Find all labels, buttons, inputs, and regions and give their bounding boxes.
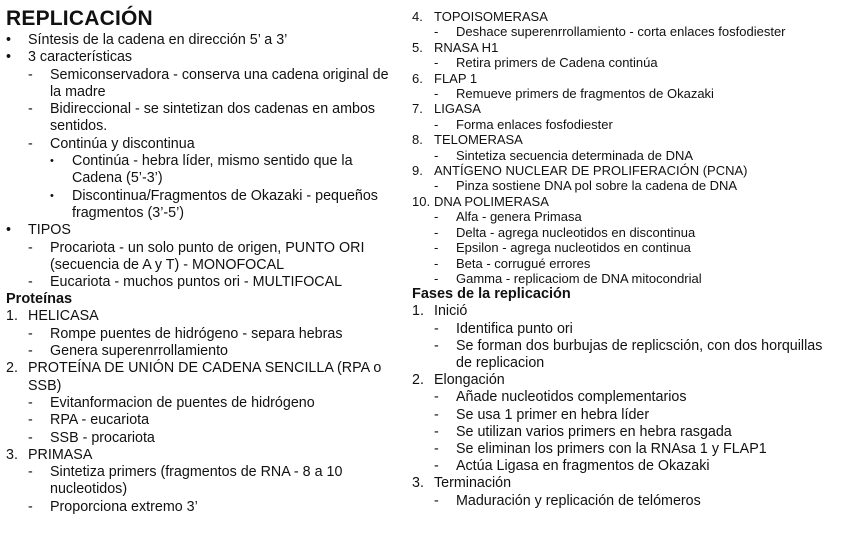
list-marker: 2. bbox=[6, 360, 18, 377]
list-marker: 6. bbox=[412, 70, 423, 86]
list-item bbox=[412, 240, 842, 255]
list-item-text: Semiconservadora - conserva una cadena original de la madre bbox=[50, 66, 389, 100]
list-item-text: PRIMASA bbox=[28, 446, 93, 463]
list-marker: - bbox=[28, 464, 33, 481]
list-item-text: Maduración y replicación de telómeros bbox=[456, 492, 701, 509]
list-item bbox=[412, 458, 842, 475]
list-item bbox=[6, 32, 398, 49]
list-item bbox=[412, 271, 842, 286]
page-title: REPLICACIÓN bbox=[6, 7, 153, 30]
list-item bbox=[412, 24, 842, 39]
list-item bbox=[6, 343, 398, 360]
list-marker: • bbox=[6, 32, 12, 48]
list-marker: - bbox=[434, 423, 439, 440]
list-marker: - bbox=[434, 440, 439, 457]
list-item-text: Epsilon - agrega nucleotidos en continua bbox=[456, 240, 691, 256]
list-item bbox=[6, 447, 398, 464]
list-marker: - bbox=[28, 394, 33, 411]
list-item-text: Delta - agrega nucleotidos en discontinua bbox=[456, 224, 696, 240]
list-item bbox=[412, 71, 842, 86]
left-column bbox=[6, 0, 398, 516]
list-item bbox=[6, 412, 398, 429]
list-marker: - bbox=[28, 135, 33, 152]
list-item bbox=[6, 136, 398, 153]
list-item-text: PROTEÍNA DE UNIÓN DE CADENA SENCILLA (RPA o SSB) bbox=[28, 360, 382, 394]
list-item-text: Forma enlaces fosfodiester bbox=[456, 116, 613, 132]
phases-heading: Fases de la replicación bbox=[412, 286, 571, 303]
list-item bbox=[412, 148, 842, 163]
list-item bbox=[412, 338, 842, 372]
list-item bbox=[412, 178, 842, 193]
list-marker: 7. bbox=[412, 101, 423, 117]
list-item-text: Actúa Ligasa en fragmentos de Okazaki bbox=[456, 458, 710, 475]
list-item-text: RPA - eucariota bbox=[50, 412, 150, 429]
list-item bbox=[6, 67, 398, 102]
replication-list bbox=[6, 32, 398, 291]
list-item bbox=[6, 188, 398, 223]
list-marker: 1. bbox=[6, 308, 18, 325]
list-marker: 10. bbox=[412, 193, 431, 209]
list-item-text: Sintetiza primers (fragmentos de RNA - 8 a 10 nucleotidos) bbox=[50, 464, 343, 498]
phases-list bbox=[412, 303, 842, 509]
list-item-text: Deshace superenrrollamiento - corta enlaces fosfodiester bbox=[456, 24, 786, 40]
list-item-text: Retira primers de Cadena continúa bbox=[456, 55, 658, 71]
list-item-text: Gamma - replicaciom de DNA mitocondrial bbox=[456, 270, 702, 286]
list-item-text: Continúa y discontinua bbox=[50, 135, 195, 152]
list-item bbox=[412, 40, 842, 55]
list-marker: • bbox=[50, 189, 54, 202]
list-item-text: 3 características bbox=[28, 49, 133, 66]
list-item bbox=[412, 389, 842, 406]
list-marker: - bbox=[28, 325, 33, 342]
list-item bbox=[6, 395, 398, 412]
list-marker: - bbox=[28, 274, 33, 291]
list-item-text: TELOMERASA bbox=[434, 132, 523, 148]
list-item bbox=[412, 475, 842, 492]
list-marker: - bbox=[434, 86, 439, 102]
list-item bbox=[412, 372, 842, 389]
list-marker: - bbox=[434, 337, 439, 354]
list-marker: 4. bbox=[412, 9, 423, 24]
list-marker: 3. bbox=[6, 446, 18, 463]
list-marker: - bbox=[434, 24, 439, 40]
list-marker: 3. bbox=[412, 475, 424, 492]
list-marker: - bbox=[434, 270, 439, 286]
list-item bbox=[412, 493, 842, 510]
list-marker: - bbox=[434, 492, 439, 509]
list-item bbox=[6, 274, 398, 291]
list-item bbox=[412, 163, 842, 178]
list-item-text: Bidireccional - se sintetizan dos cadenas en ambos sentidos. bbox=[50, 101, 376, 135]
list-item bbox=[6, 430, 398, 447]
list-marker: • bbox=[6, 49, 12, 66]
list-item-text: Sintetiza secuencia determinada de DNA bbox=[456, 147, 694, 163]
list-item bbox=[412, 407, 842, 424]
proteins-heading: Proteínas bbox=[6, 291, 73, 308]
list-item-text: Proporciona extremo 3’ bbox=[50, 498, 198, 515]
list-marker: - bbox=[434, 224, 439, 240]
list-item bbox=[6, 499, 398, 516]
list-item-text: Discontinua/Fragmentos de Okazaki - pequeños fragmentos (3’-5’) bbox=[72, 187, 378, 221]
list-item bbox=[6, 326, 398, 343]
list-item-text: LIGASA bbox=[434, 101, 481, 117]
list-item bbox=[6, 222, 398, 239]
list-item bbox=[412, 117, 842, 132]
list-item bbox=[412, 194, 842, 209]
list-marker: - bbox=[434, 178, 439, 194]
list-item-text: Terminación bbox=[434, 475, 512, 492]
list-marker: - bbox=[434, 116, 439, 132]
list-item-text: Elongación bbox=[434, 372, 505, 389]
list-marker: - bbox=[434, 406, 439, 423]
list-item-text: Alfa - genera Primasa bbox=[456, 209, 582, 225]
list-item-text: Se eliminan los primers con la RNAsa 1 y FLAP1 bbox=[456, 440, 767, 457]
list-item bbox=[412, 225, 842, 240]
list-item-text: Procariota - un solo punto de origen, PUNTO ORI (secuencia de A y T) - MONOFOCAL bbox=[50, 239, 365, 273]
list-item-text: DNA POLIMERASA bbox=[434, 193, 549, 209]
list-item-text: Se utilizan varios primers en hebra rasgada bbox=[456, 423, 732, 440]
list-item-text: Inició bbox=[434, 303, 468, 320]
list-marker: - bbox=[434, 389, 439, 406]
list-marker: - bbox=[28, 239, 33, 256]
list-marker: 2. bbox=[412, 372, 424, 389]
list-item bbox=[412, 101, 842, 116]
list-item-text: Remueve primers de fragmentos de Okazaki bbox=[456, 86, 714, 102]
list-marker: - bbox=[28, 498, 33, 515]
list-marker: 5. bbox=[412, 39, 423, 55]
list-item bbox=[412, 9, 842, 24]
list-marker: 8. bbox=[412, 132, 423, 148]
list-marker: - bbox=[28, 412, 33, 429]
list-item bbox=[6, 49, 398, 66]
list-marker: • bbox=[50, 155, 54, 168]
proteins-list-continued bbox=[412, 9, 842, 286]
list-marker: - bbox=[28, 343, 33, 360]
list-item bbox=[412, 256, 842, 271]
list-item-text: Rompe puentes de hidrógeno - separa hebras bbox=[50, 325, 343, 342]
list-item-text: Continúa - hebra líder, mismo sentido que la Cadena (5’-3’) bbox=[72, 153, 353, 187]
list-item bbox=[6, 153, 398, 188]
list-item-text: Síntesis de la cadena en dirección 5’ a 3’ bbox=[28, 32, 288, 48]
list-item-text: Pinza sostiene DNA pol sobre la cadena de DNA bbox=[456, 178, 738, 194]
list-marker: - bbox=[434, 209, 439, 225]
list-item-text: ANTÍGENO NUCLEAR DE PROLIFERACIÓN (PCNA) bbox=[434, 163, 748, 179]
list-marker: - bbox=[434, 240, 439, 256]
list-item-text: Añade nucleotidos complementarios bbox=[456, 389, 687, 406]
list-marker: - bbox=[434, 147, 439, 163]
list-item bbox=[412, 209, 842, 224]
list-marker: - bbox=[434, 320, 439, 337]
list-item-text: Eucariota - muchos puntos ori - MULTIFOCAL bbox=[50, 274, 343, 291]
list-item-text: TOPOISOMERASA bbox=[434, 9, 548, 24]
list-item-text: Genera superenrrollamiento bbox=[50, 343, 229, 360]
list-item bbox=[412, 303, 842, 320]
list-item-text: TIPOS bbox=[28, 222, 71, 239]
list-item-text: Evitanformacion de puentes de hidrógeno bbox=[50, 394, 315, 411]
list-item bbox=[6, 308, 398, 325]
list-marker: - bbox=[28, 429, 33, 446]
list-item-text: HELICASA bbox=[28, 308, 99, 325]
list-item-text: FLAP 1 bbox=[434, 70, 478, 86]
list-marker: - bbox=[434, 255, 439, 271]
right-column bbox=[412, 9, 842, 510]
list-item bbox=[412, 132, 842, 147]
list-item bbox=[6, 360, 398, 395]
list-item-text: Se forman dos burbujas de replicsción, con dos horquillas de replicacion bbox=[456, 337, 823, 371]
list-item-text: SSB - procariota bbox=[50, 429, 155, 446]
list-marker: - bbox=[28, 66, 33, 83]
list-item bbox=[412, 86, 842, 101]
list-item bbox=[412, 441, 842, 458]
list-marker: - bbox=[434, 458, 439, 475]
list-item bbox=[6, 464, 398, 499]
list-marker: - bbox=[434, 55, 439, 71]
list-item-text: RNASA H1 bbox=[434, 39, 499, 55]
list-item bbox=[412, 321, 842, 338]
list-item bbox=[6, 240, 398, 275]
list-marker: • bbox=[6, 222, 12, 239]
list-item bbox=[412, 424, 842, 441]
list-marker: - bbox=[28, 101, 33, 118]
list-marker: 9. bbox=[412, 163, 423, 179]
list-item-text: Identifica punto ori bbox=[456, 320, 573, 337]
list-item-text: Beta - corrugué errores bbox=[456, 255, 591, 271]
proteins-list bbox=[6, 308, 398, 516]
list-item bbox=[6, 101, 398, 136]
list-marker: 1. bbox=[412, 303, 424, 320]
list-item bbox=[412, 55, 842, 70]
list-item-text: Se usa 1 primer en hebra líder bbox=[456, 406, 650, 423]
